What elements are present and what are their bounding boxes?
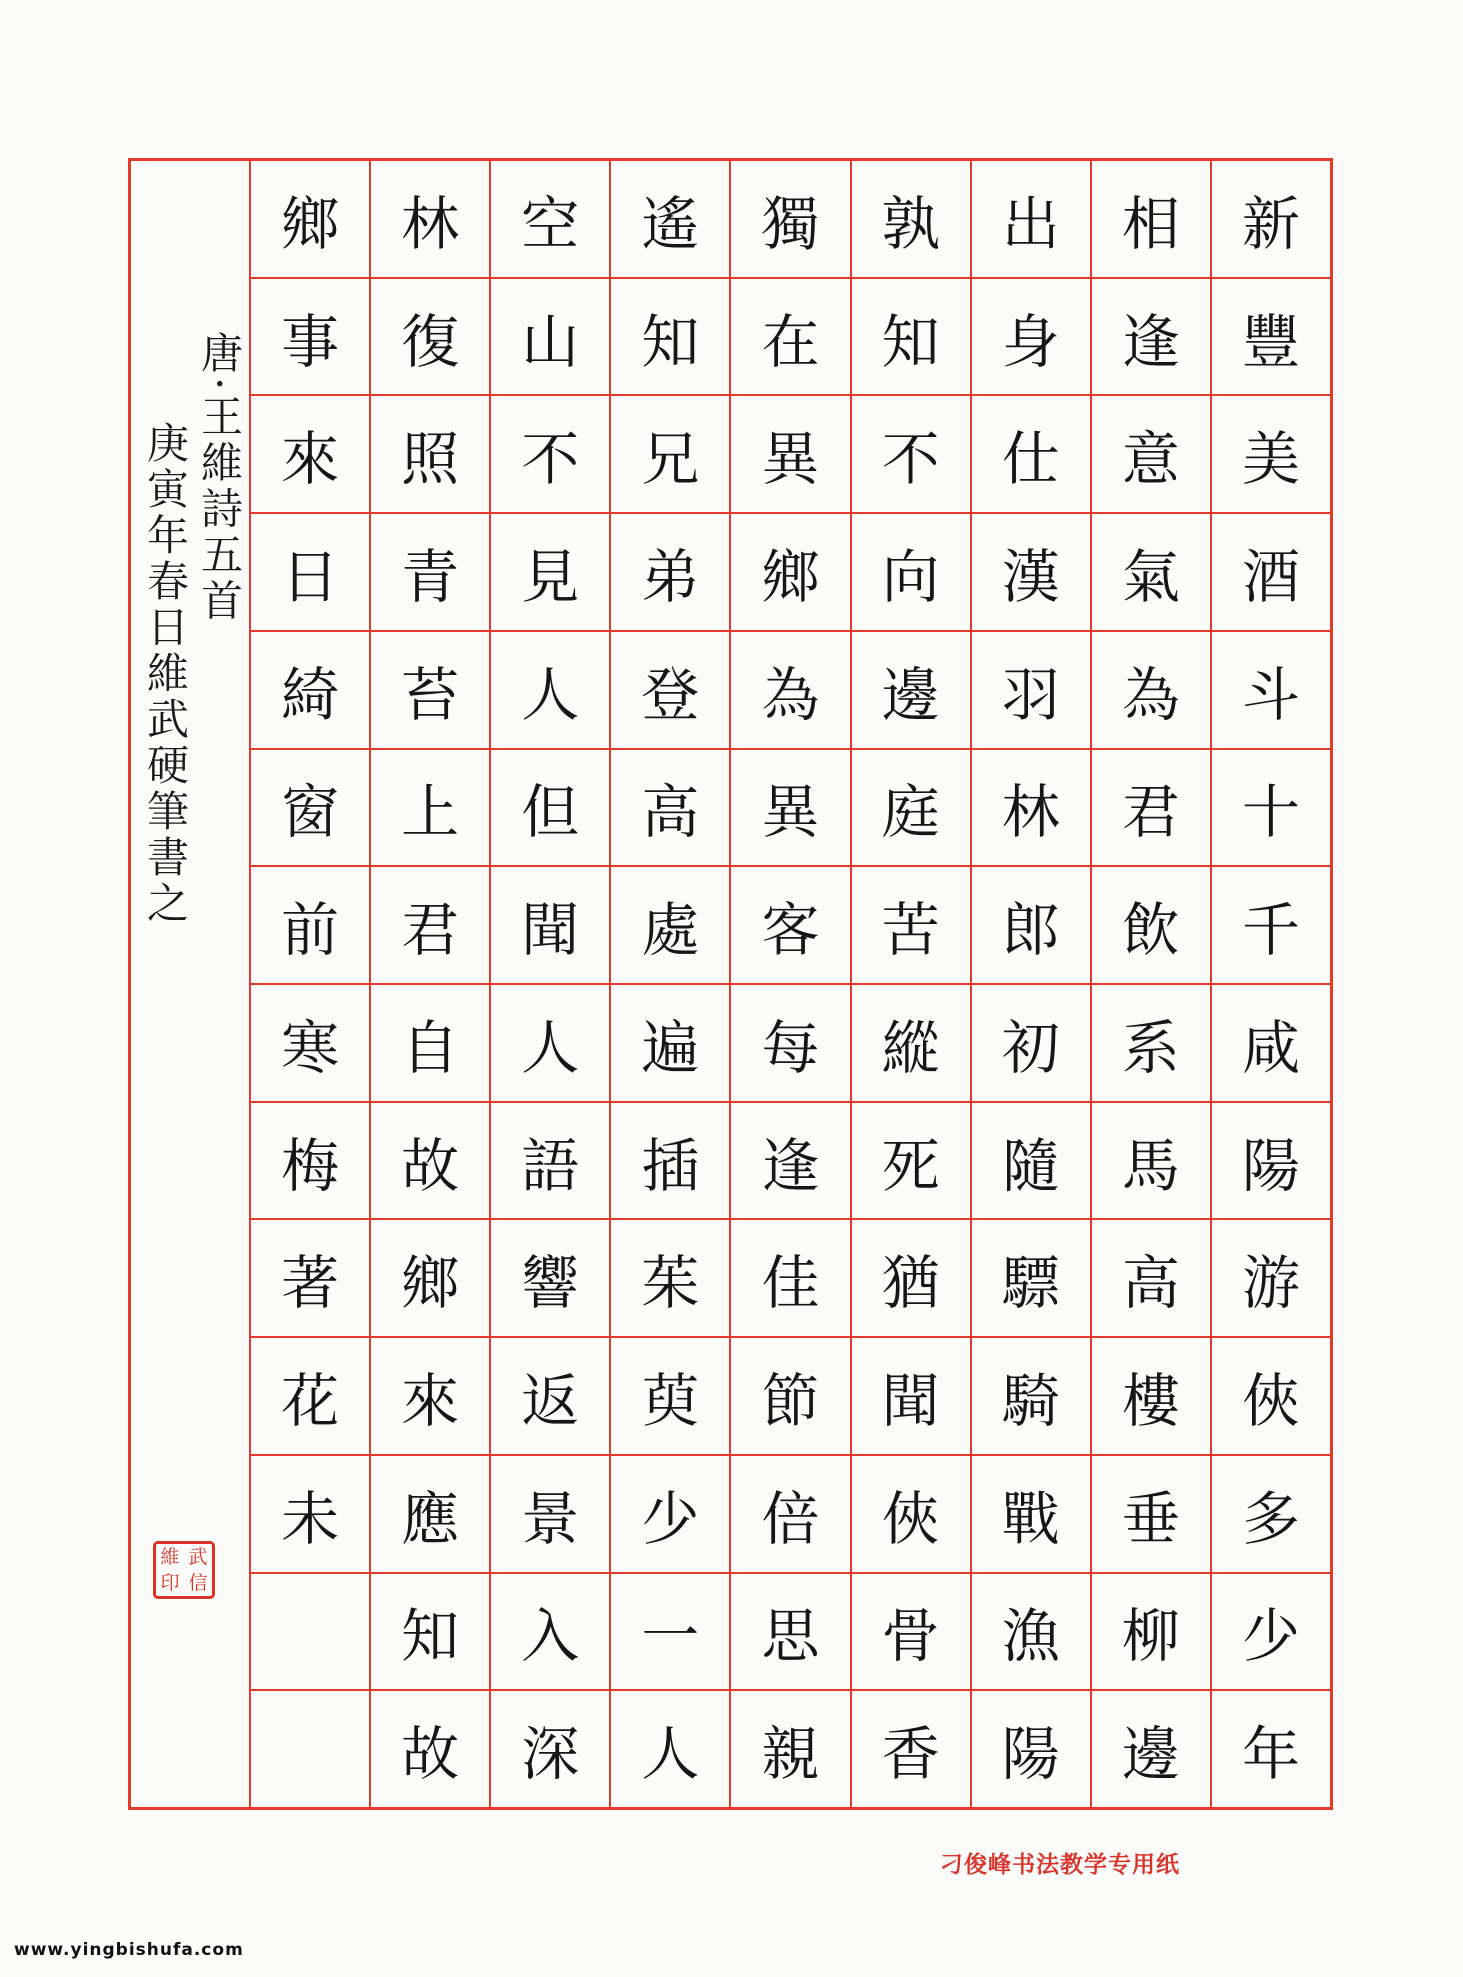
grid-cell: 節 (731, 1338, 849, 1456)
grid-cell: 插 (611, 1103, 729, 1221)
poem-column (1210, 161, 1330, 1807)
grid-cell: 返 (491, 1338, 609, 1456)
grid-cell: 景 (491, 1456, 609, 1574)
grid-cell: 隨 (972, 1103, 1090, 1221)
poem-grid (251, 161, 1330, 1807)
grid-cell: 縱 (852, 985, 970, 1103)
grid-cell: 語 (491, 1103, 609, 1221)
signature-line-2: 庚寅年春日維武硬筆書之 (141, 421, 190, 927)
grid-cell: 知 (611, 279, 729, 397)
grid-cell: 人 (491, 985, 609, 1103)
grid-cell: 鄉 (731, 514, 849, 632)
grid-cell: 咸 (1212, 985, 1330, 1103)
grid-cell: 向 (852, 514, 970, 632)
grid-cell: 少 (611, 1456, 729, 1574)
grid-cell: 故 (371, 1103, 489, 1221)
grid-cell: 人 (491, 632, 609, 750)
grid-cell: 故 (401, 1720, 460, 1789)
grid-cell: 知 (371, 1574, 489, 1692)
poem-column (489, 161, 609, 1807)
grid-cell: 庭 (852, 750, 970, 868)
grid-cell: 自 (371, 985, 489, 1103)
grid-cell: 上 (371, 750, 489, 868)
grid-cell (251, 1691, 369, 1807)
grid-cell: 客 (731, 867, 849, 985)
grid-cell: 苦 (852, 867, 970, 985)
poem-column (1090, 161, 1210, 1807)
website-watermark: www.yingbishufa.com (14, 1940, 244, 1960)
grid-cell: 弟 (611, 514, 729, 632)
grid-cell: 少 (1212, 1574, 1330, 1692)
grid-cell: 未 (251, 1456, 369, 1574)
grid-cell: 酒 (1212, 514, 1330, 632)
grid-cell: 驃 (972, 1220, 1090, 1338)
grid-cell: 意 (1092, 396, 1210, 514)
grid-cell: 俠 (852, 1456, 970, 1574)
grid-cell: 青 (371, 514, 489, 632)
grid-cell: 鄉 (371, 1220, 489, 1338)
grid-cell: 君 (1092, 750, 1210, 868)
grid-cell: 不 (491, 396, 609, 514)
grid-cell: 千 (1212, 867, 1330, 985)
grid-cell: 山 (491, 279, 609, 397)
grid-cell: 知 (852, 279, 970, 397)
grid-cell: 騎 (972, 1338, 1090, 1456)
grid-cell: 柳 (1092, 1574, 1210, 1692)
grid-cell: 花 (251, 1338, 369, 1456)
grid-cell: 但 (491, 750, 609, 868)
grid-cell: 倍 (731, 1456, 849, 1574)
grid-cell: 日 (251, 514, 369, 632)
grid-cell: 思 (731, 1574, 849, 1692)
grid-cell: 人 (641, 1720, 700, 1789)
grid-cell: 十 (1212, 750, 1330, 868)
grid-cell: 漢 (972, 514, 1090, 632)
grid-cell: 身 (972, 279, 1090, 397)
grid-cell: 處 (611, 867, 729, 985)
practice-paper-label: 刁俊峰书法教学专用纸 (940, 1852, 1180, 1878)
grid-cell: 骨 (852, 1574, 970, 1692)
poem-column (970, 161, 1090, 1807)
grid-cell: 深 (521, 1720, 580, 1789)
grid-cell: 死 (852, 1103, 970, 1221)
signature-inscription (141, 331, 244, 927)
grid-cell: 高 (611, 750, 729, 868)
grid-cell: 異 (731, 750, 849, 868)
grid-cell: 萸 (611, 1338, 729, 1456)
grid-cell: 游 (1212, 1220, 1330, 1338)
grid-cell: 豐 (1212, 279, 1330, 397)
grid-cell: 應 (371, 1456, 489, 1574)
grid-cell: 為 (1092, 632, 1210, 750)
grid-cell: 新 (1212, 161, 1330, 279)
poem-column (251, 161, 369, 1807)
grid-cell: 戰 (972, 1456, 1090, 1574)
grid-cell: 陽 (1212, 1103, 1330, 1221)
poem-column (369, 161, 489, 1807)
grid-cell: 飲 (1092, 867, 1210, 985)
grid-cell: 樓 (1092, 1338, 1210, 1456)
grid-cell: 聞 (852, 1338, 970, 1456)
grid-cell: 陽 (1001, 1720, 1060, 1789)
grid-cell: 馬 (1092, 1103, 1210, 1221)
grid-cell: 綺 (251, 632, 369, 750)
red-seal-stamp (153, 1541, 215, 1599)
grid-cell: 猶 (852, 1220, 970, 1338)
grid-cell: 照 (371, 396, 489, 514)
grid-cell: 聞 (491, 867, 609, 985)
grid-cell: 系 (1092, 985, 1210, 1103)
grid-cell: 高 (1092, 1220, 1210, 1338)
seal-char: 武 (188, 1545, 208, 1568)
grid-cell: 獨 (731, 161, 849, 279)
grid-cell: 孰 (852, 161, 970, 279)
grid-cell: 來 (251, 396, 369, 514)
grid-cell: 逢 (1092, 279, 1210, 397)
grid-cell: 著 (251, 1220, 369, 1338)
grid-cell: 香 (881, 1720, 940, 1789)
grid-cell: 梅 (251, 1103, 369, 1221)
grid-cell: 多 (1212, 1456, 1330, 1574)
grid-cell: 前 (251, 867, 369, 985)
grid-cell: 俠 (1212, 1338, 1330, 1456)
grid-cell: 羽 (972, 632, 1090, 750)
grid-cell: 兄 (611, 396, 729, 514)
grid-cell: 復 (371, 279, 489, 397)
grid-cell: 一 (611, 1574, 729, 1692)
grid-cell: 君 (371, 867, 489, 985)
grid-cell: 事 (251, 279, 369, 397)
grid-cell: 響 (491, 1220, 609, 1338)
grid-cell: 相 (1092, 161, 1210, 279)
seal-char: 維 (160, 1545, 180, 1568)
grid-cell: 空 (491, 161, 609, 279)
grid-cell: 年 (1241, 1720, 1300, 1789)
grid-cell: 見 (491, 514, 609, 632)
grid-cell: 親 (761, 1720, 820, 1789)
poem-column (729, 161, 849, 1807)
seal-char: 印 (160, 1571, 180, 1594)
grid-cell (251, 1574, 369, 1692)
grid-cell: 遙 (611, 161, 729, 279)
grid-cell: 邊 (852, 632, 970, 750)
signature-column (131, 161, 251, 1807)
grid-cell: 鄉 (251, 161, 369, 279)
grid-cell: 仕 (972, 396, 1090, 514)
grid-cell: 苔 (371, 632, 489, 750)
grid-cell: 斗 (1212, 632, 1330, 750)
grid-cell: 不 (852, 396, 970, 514)
grid-cell: 登 (611, 632, 729, 750)
grid-cell: 遍 (611, 985, 729, 1103)
grid-cell: 逢 (731, 1103, 849, 1221)
grid-cell: 異 (731, 396, 849, 514)
grid-cell: 初 (972, 985, 1090, 1103)
grid-cell: 為 (731, 632, 849, 750)
grid-cell: 寒 (251, 985, 369, 1103)
grid-cell: 氣 (1092, 514, 1210, 632)
grid-cell: 美 (1212, 396, 1330, 514)
grid-cell: 林 (371, 161, 489, 279)
signature-line-1: 唐·王維詩五首 (195, 331, 244, 625)
grid-cell: 邊 (1121, 1720, 1180, 1789)
poem-column (850, 161, 970, 1807)
grid-cell: 郎 (972, 867, 1090, 985)
calligraphy-grid-sheet (128, 158, 1333, 1810)
grid-cell: 林 (972, 750, 1090, 868)
seal-char: 信 (188, 1571, 208, 1594)
grid-cell: 每 (731, 985, 849, 1103)
grid-cell: 在 (731, 279, 849, 397)
grid-cell: 茱 (611, 1220, 729, 1338)
grid-cell: 出 (972, 161, 1090, 279)
poem-column (609, 161, 729, 1807)
grid-cell: 窗 (251, 750, 369, 868)
grid-cell: 來 (371, 1338, 489, 1456)
grid-cell: 入 (491, 1574, 609, 1692)
grid-cell: 佳 (731, 1220, 849, 1338)
grid-cell: 漁 (972, 1574, 1090, 1692)
grid-cell: 垂 (1092, 1456, 1210, 1574)
